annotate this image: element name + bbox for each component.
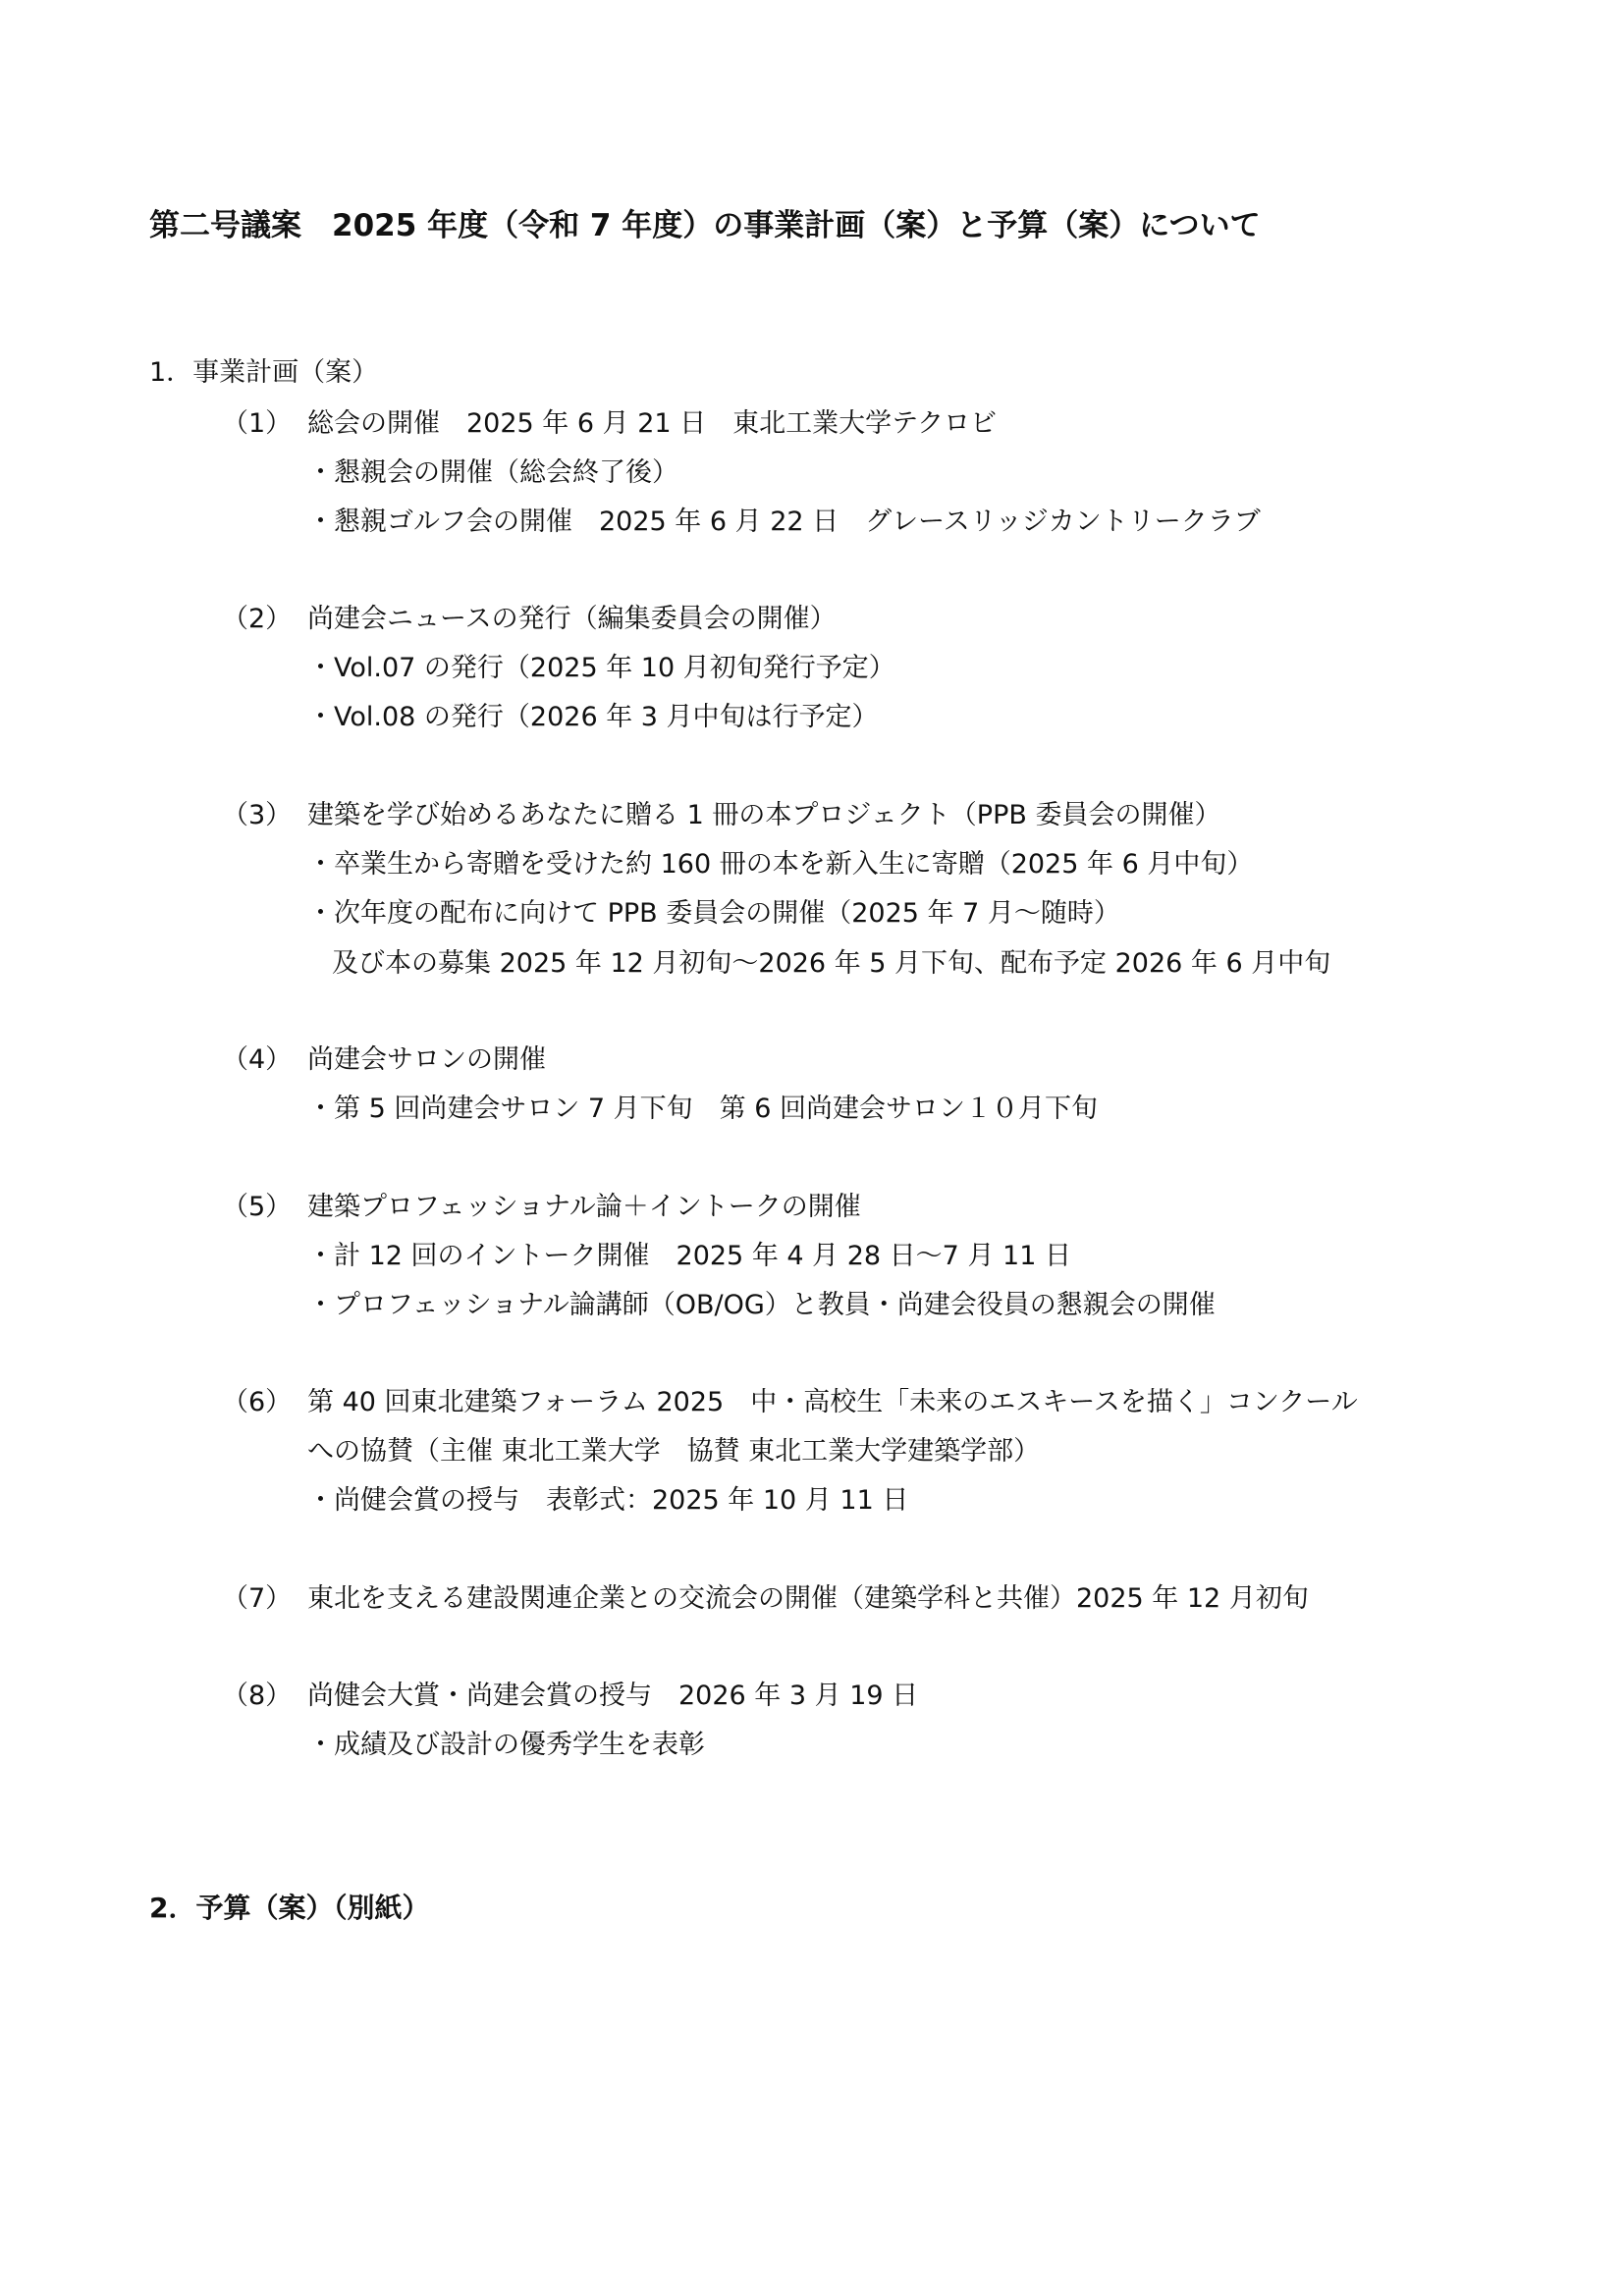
section-2-heading: 2．予算（案）（別紙） xyxy=(149,1892,430,1924)
item-4-text: 尚建会サロンの開催 xyxy=(307,1044,546,1075)
item-2-text: 尚建会ニュースの発行（編集委員会の開催） xyxy=(307,604,837,634)
item-1-number: （1） xyxy=(222,408,293,439)
item-6-text: 第 40 回東北建築フォーラム 2025 中・高校生「未来のエスキースを描く」コンクール xyxy=(307,1387,1358,1417)
item-5-number: （5） xyxy=(222,1192,293,1222)
item-8-text: 尚健会大賞・尚建会賞の授与 2026 年 3 月 19 日 xyxy=(307,1681,919,1711)
item-2-number: （2） xyxy=(222,604,293,634)
item-2-bullet-2: ・Vol.08 の発行（2026 年 3 月中旬は行予定） xyxy=(307,702,879,732)
item-3-continuation: 及び本の募集 2025 年 12 月初旬～2026 年 5 月下旬、配布予定 2026 年 6 月中旬 xyxy=(332,948,1331,979)
item-2-bullet-1: ・Vol.07 の発行（2025 年 10 月初旬発行予定） xyxy=(307,653,895,683)
item-1-text: 総会の開催 2025 年 6 月 21 日 東北工業大学テクロビ xyxy=(307,408,998,439)
item-5-bullet-2: ・プロフェッショナル論講師（OB/OG）と教員・尚建会役員の懇親会の開催 xyxy=(307,1290,1216,1320)
item-4-number: （4） xyxy=(222,1044,293,1075)
item-4-bullet-1: ・第 5 回尚建会サロン 7 月下旬 第 6 回尚建会サロン１０月下旬 xyxy=(307,1094,1099,1124)
item-3-number: （3） xyxy=(222,800,293,830)
item-1-bullet-2: ・懇親ゴルフ会の開催 2025 年 6 月 22 日 グレースリッジカントリークラブ xyxy=(307,507,1261,537)
item-3-bullet-1: ・卒業生から寄贈を受けた約 160 冊の本を新入生に寄贈（2025 年 6 月中旬） xyxy=(307,849,1254,880)
item-3-bullet-2: ・次年度の配布に向けて PPB 委員会の開催（2025 年 7 月～随時） xyxy=(307,898,1120,929)
page-title: 第二号議案 2025 年度（令和 7 年度）の事業計画（案）と予算（案）について xyxy=(149,208,1261,243)
item-1-bullet-1: ・懇親会の開催（総会終了後） xyxy=(307,457,678,488)
item-6-text-2: への協賛（主催 東北工業大学 協賛 東北工業大学建築学部） xyxy=(307,1436,1041,1467)
item-6-number: （6） xyxy=(222,1387,293,1417)
item-7-text: 東北を支える建設関連企業との交流会の開催（建築学科と共催）2025 年 12 月初旬 xyxy=(307,1583,1309,1614)
item-8-number: （8） xyxy=(222,1681,293,1711)
section-1-heading: 1．事業計画（案） xyxy=(149,357,379,388)
item-7-number: （7） xyxy=(222,1583,293,1614)
item-6-bullet-1: ・尚健会賞の授与 表彰式：2025 年 10 月 11 日 xyxy=(307,1485,909,1516)
item-5-text: 建築プロフェッショナル論＋イントークの開催 xyxy=(307,1192,861,1222)
item-8-bullet-1: ・成績及び設計の優秀学生を表彰 xyxy=(307,1730,705,1760)
item-3-text: 建築を学び始めるあなたに贈る 1 冊の本プロジェクト（PPB 委員会の開催） xyxy=(307,800,1221,830)
item-5-bullet-1: ・計 12 回のイントーク開催 2025 年 4 月 28 日～7 月 11 日 xyxy=(307,1241,1071,1271)
